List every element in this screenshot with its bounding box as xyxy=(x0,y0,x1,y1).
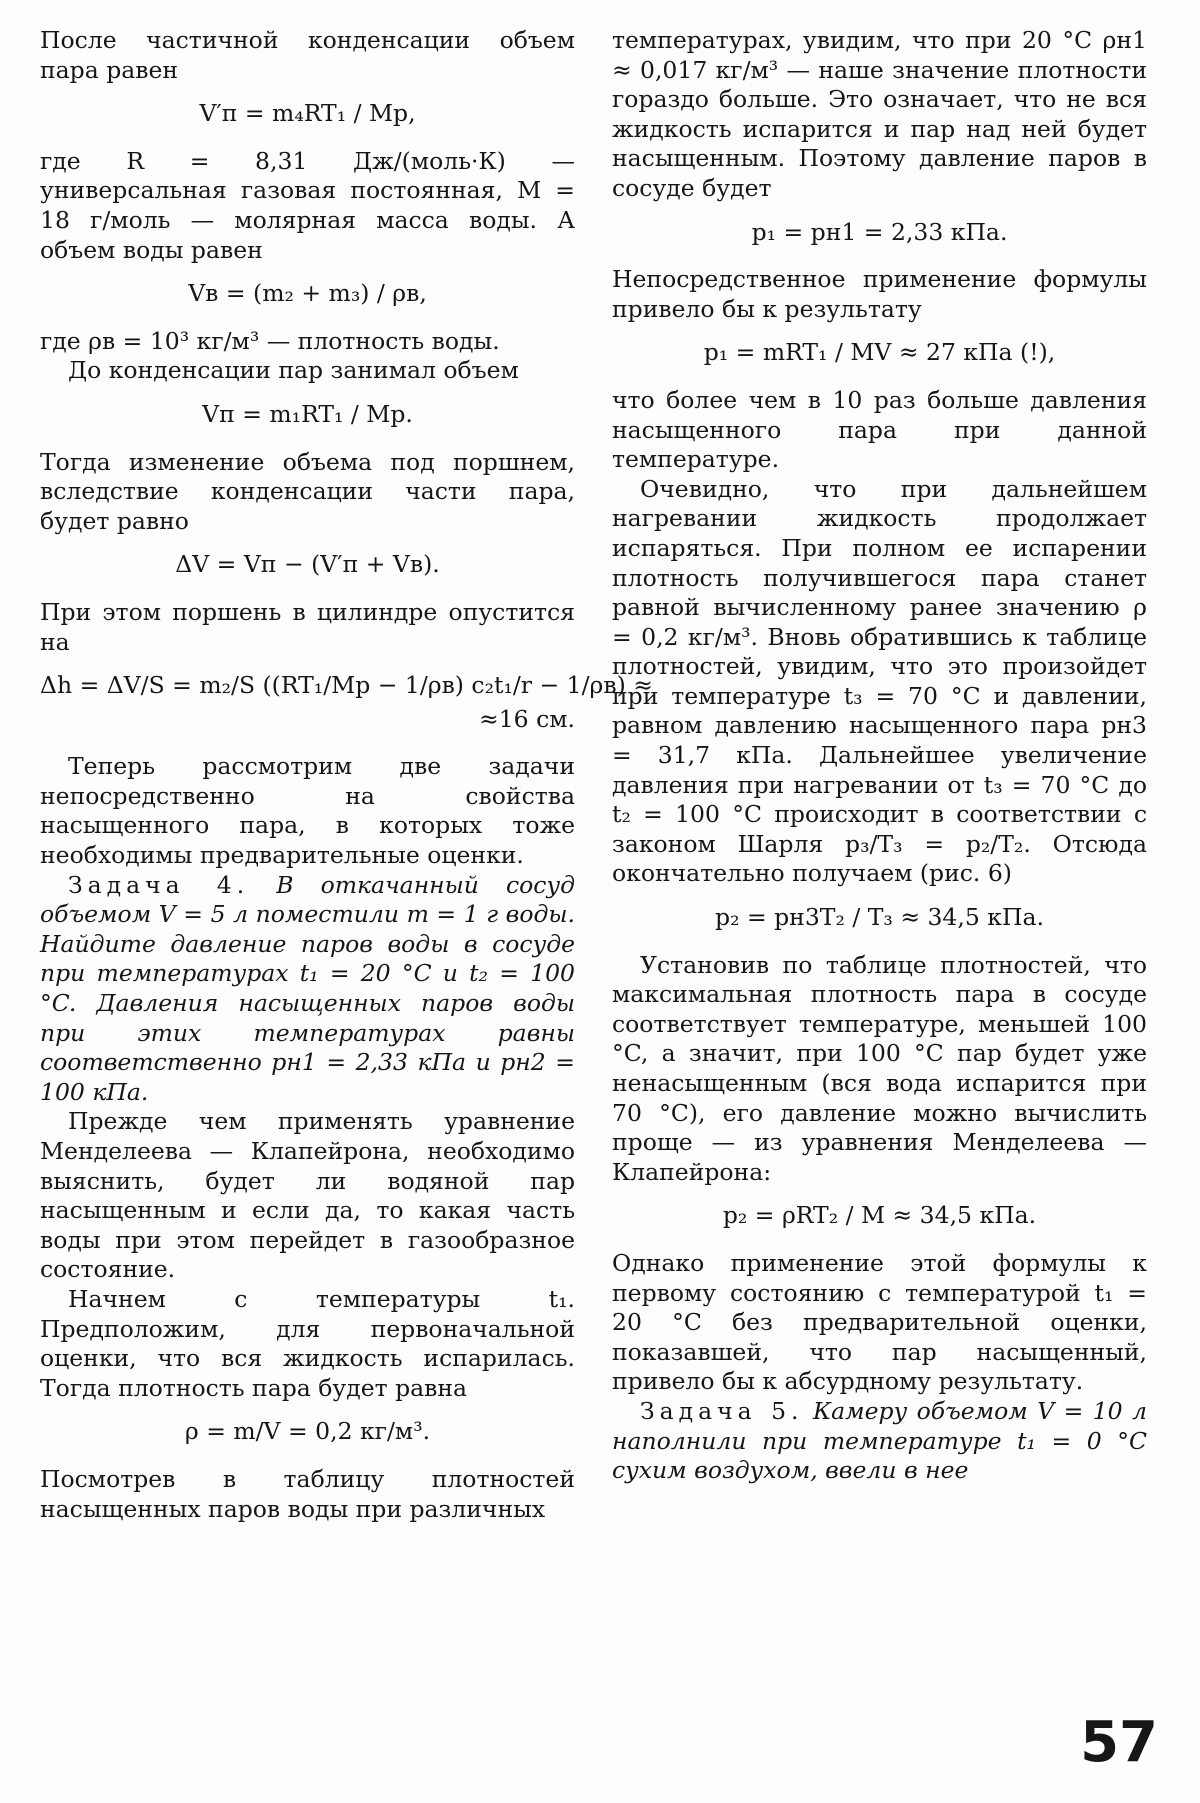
equation: V′п = m₄RT₁ / Mp, xyxy=(199,99,416,128)
paragraph: Теперь рассмотрим две задачи непосредственно на свойства насыщенного пара, в которых тоже необходимы предварительные оценки. xyxy=(40,752,575,870)
left-column xyxy=(40,26,653,1524)
task-5 xyxy=(612,1397,1147,1486)
equation: p₁ = pн1 = 2,33 кПа. xyxy=(751,217,1008,246)
equation-continued: ≈16 см. xyxy=(479,704,575,733)
right-column xyxy=(612,26,1147,1486)
paragraph: После частичной конденсации объем пара равен xyxy=(40,26,575,84)
paragraph: Непосредственное применение формулы привело бы к результату xyxy=(612,265,1147,323)
paragraph: При этом поршень в цилиндре опустится на xyxy=(40,597,575,656)
equation: p₂ = pн3T₂ / T₃ ≈ 34,5 кПа. xyxy=(715,903,1044,932)
equation: ΔV = Vп − (V′п + Vв). xyxy=(175,550,440,579)
paragraph: Установив по таблице плотностей, что максимальная плотность пара в сосуде соответствует температуре, меньшей 100 °C, а значит, при 100 °C пар будет уже ненасыщенным (вся вода испарится при 70 °C), его давление можно вычислить проще — из уравнения Менделеева — Клапейрона: xyxy=(612,950,1147,1186)
task-text: В откачанный сосуд объемом V = 5 л поместили m = 1 г воды. Найдите давление паров воды в сосуде при температурах t₁ = 20 °C и t₂ = 100 °C. Давления насыщенных паров воды при этих температурах равны соответственно pн1 = 2,33 кПа и pн2 = 100 кПа. xyxy=(40,870,575,1106)
paragraph: До конденсации пар занимал объем xyxy=(68,356,519,385)
paragraph: Очевидно, что при дальнейшем нагревании жидкость продолжает испаряться. При полном ее испарении плотность получившегося пара станет равной вычисленному ранее значению ρ = 0,2 кг/м³. Вновь обратившись к таблице плотностей, увидим, что это произойдет при температуре t₃ = 70 °C и давлении, равном давлению насыщенного пара pн3 = 31,7 кПа. Дальнейшее увеличение давления при нагревании от t₃ = 70 °C до t₂ = 100 °C происходит в соответствии с законом Шарля p₃/T₃ = p₂/T₂. Отсюда окончательно получаем (рис. 6) xyxy=(612,474,1147,888)
page-number: 57 xyxy=(1080,1710,1158,1775)
equation: p₁ = mRT₁ / MV ≈ 27 кПа (!), xyxy=(703,338,1056,367)
equation: ρ = m/V = 0,2 кг/м³. xyxy=(184,1417,431,1446)
paragraph: где R = 8,31 Дж/(моль·К) — универсальная газовая постоянная, M = 18 г/моль — молярная масса воды. А объем воды равен xyxy=(40,146,575,264)
task-heading: Задача 5. xyxy=(640,1396,804,1425)
task-heading: Задача 4. xyxy=(68,870,250,899)
equation: Vп = m₁RT₁ / Mp. xyxy=(202,399,413,428)
paragraph: что более чем в 10 раз больше давления насыщенного пара при данной температуре. xyxy=(612,385,1147,474)
paragraph: Прежде чем применять уравнение Менделеева — Клапейрона, необходимо выяснить, будет ли водяной пар насыщенным и если да, то какая часть воды при этом перейдет в газообразное состояние. xyxy=(40,1107,575,1284)
task-text: Камеру объемом V = 10 л наполнили при температуре t₁ = 0 °C сухим воздухом, ввели в нее xyxy=(612,1396,1147,1485)
paragraph: Однако применение этой формулы к первому состоянию с температурой t₁ = 20 °C без предварительной оценки, показавшей, что пар насыщенный, привело бы к абсурдному результату. xyxy=(612,1248,1147,1396)
equation: Vв = (m₂ + m₃) / ρв, xyxy=(188,279,427,308)
paragraph: Тогда изменение объема под поршнем, вследствие конденсации части пара, будет равно xyxy=(40,447,575,535)
equation: p₂ = ρRT₂ / M ≈ 34,5 кПа. xyxy=(722,1201,1037,1230)
paragraph: температурах, увидим, что при 20 °C ρн1 ≈ 0,017 кг/м³ — наше значение плотности гораздо больше. Это означает, что не вся жидкость испарится и пар над ней будет насыщенным. Поэтому давление паров в сосуде будет xyxy=(612,26,1147,202)
paragraph: Начнем с температуры t₁. Предположим, для первоначальной оценки, что вся жидкость испарилась. Тогда плотность пара будет равна xyxy=(40,1284,575,1402)
paragraph: где ρв = 10³ кг/м³ — плотность воды. xyxy=(40,326,500,355)
equation: Δh = ΔV/S = m₂/S ((RT₁/Mp − 1/ρв) c₂t₁/r − 1/ρв) ≈ xyxy=(40,671,653,700)
paragraph: Посмотрев в таблицу плотностей насыщенных паров воды при различных xyxy=(40,1464,575,1523)
task-4 xyxy=(40,871,575,1108)
